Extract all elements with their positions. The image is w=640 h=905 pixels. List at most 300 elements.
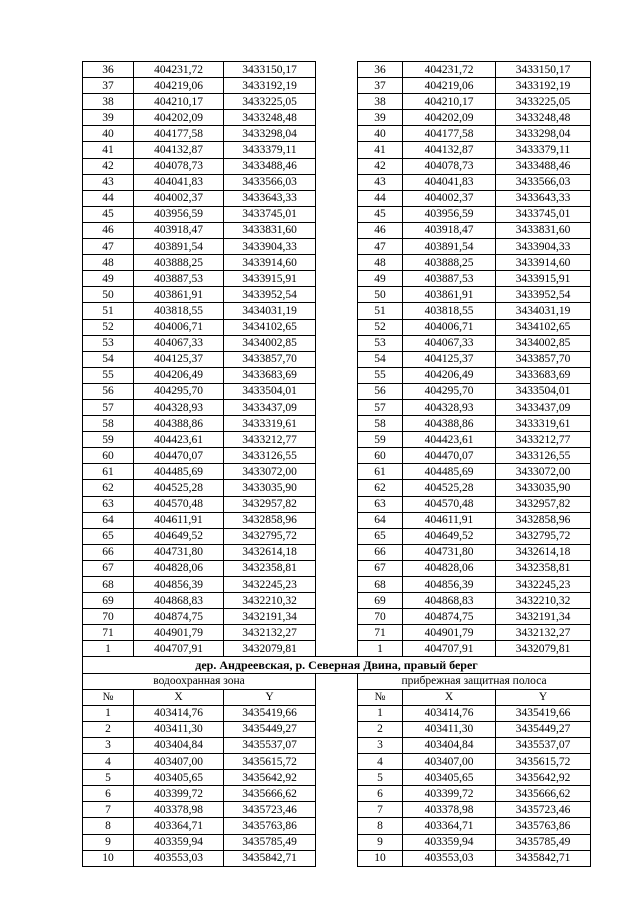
point-number-cell: 10 <box>358 850 403 866</box>
point-number-cell: 43 <box>83 174 134 190</box>
table-row <box>83 416 591 432</box>
x-coordinate-cell: 403404,84 <box>403 737 496 753</box>
column-gap <box>316 287 358 303</box>
y-coordinate-cell: 3435842,71 <box>224 850 316 866</box>
x-coordinate-cell: 403861,91 <box>134 287 224 303</box>
column-gap <box>316 528 358 544</box>
x-coordinate-cell: 404707,91 <box>134 641 224 657</box>
x-coordinate-cell: 404219,06 <box>134 78 224 94</box>
point-number-cell: 36 <box>358 62 403 78</box>
y-coordinate-cell: 3433035,90 <box>496 480 591 496</box>
point-number-cell: 41 <box>83 142 134 158</box>
x-coordinate-cell: 404206,49 <box>403 367 496 383</box>
column-gap <box>316 222 358 238</box>
table-row <box>83 190 591 206</box>
section-title-row <box>83 657 591 673</box>
column-gap <box>316 206 358 222</box>
x-coordinate-cell: 404470,07 <box>134 448 224 464</box>
table-row <box>83 818 591 834</box>
coastal-protection-strip-header: прибрежная защитная полоса <box>358 673 591 689</box>
point-number-cell: 65 <box>83 528 134 544</box>
table-row <box>83 158 591 174</box>
point-number-cell: 55 <box>83 367 134 383</box>
table-row <box>83 367 591 383</box>
point-number-cell: 64 <box>83 512 134 528</box>
x-coordinate-cell: 403364,71 <box>403 818 496 834</box>
table-row <box>83 174 591 190</box>
point-number-cell: 44 <box>358 190 403 206</box>
y-coordinate-cell: 3435419,66 <box>496 705 591 721</box>
x-coordinate-cell: 403411,30 <box>134 721 224 737</box>
x-coordinate-cell: 404067,33 <box>403 335 496 351</box>
point-number-cell: 71 <box>358 625 403 641</box>
table-row <box>83 609 591 625</box>
y-coordinate-cell: 3433192,19 <box>224 78 316 94</box>
x-coordinate-cell: 403359,94 <box>403 834 496 850</box>
y-coordinate-cell: 3432245,23 <box>496 577 591 593</box>
y-coordinate-cell: 3433150,17 <box>496 62 591 78</box>
table-row <box>83 351 591 367</box>
point-number-cell: 60 <box>358 448 403 464</box>
point-number-cell: 6 <box>358 786 403 802</box>
y-coordinate-cell: 3433915,91 <box>224 271 316 287</box>
point-number-cell: 44 <box>83 190 134 206</box>
y-coordinate-cell: 3435449,27 <box>224 721 316 737</box>
y-coordinate-cell: 3433566,03 <box>496 174 591 190</box>
point-number-cell: 3 <box>358 737 403 753</box>
y-coordinate-cell: 3433225,05 <box>224 94 316 110</box>
y-coordinate-cell: 3432614,18 <box>224 544 316 560</box>
x-coordinate-cell: 404006,71 <box>134 319 224 335</box>
point-number-cell: 39 <box>358 110 403 126</box>
y-coordinate-cell: 3432245,23 <box>224 577 316 593</box>
x-coordinate-cell: 404707,91 <box>403 641 496 657</box>
point-number-cell: 7 <box>358 802 403 818</box>
y-coordinate-cell: 3432079,81 <box>496 641 591 657</box>
y-coordinate-cell: 3433212,77 <box>224 432 316 448</box>
y-coordinate-cell: 3433212,77 <box>496 432 591 448</box>
column-gap <box>316 818 358 834</box>
x-coordinate-cell: 404856,39 <box>403 577 496 593</box>
zone-header-row <box>83 673 591 689</box>
x-coordinate-cell: 404731,80 <box>403 544 496 560</box>
x-coordinate-cell: 404649,52 <box>134 528 224 544</box>
x-coordinate-cell: 403891,54 <box>403 239 496 255</box>
y-coordinate-cell: 3433319,61 <box>496 416 591 432</box>
x-coordinate-cell: 404388,86 <box>403 416 496 432</box>
point-number-cell: 67 <box>83 560 134 576</box>
y-coordinate-cell: 3433952,54 <box>224 287 316 303</box>
y-coordinate-cell: 3434031,19 <box>496 303 591 319</box>
x-coordinate-cell: 403888,25 <box>134 255 224 271</box>
y-coordinate-cell: 3433379,11 <box>496 142 591 158</box>
y-coordinate-cell: 3435642,92 <box>224 770 316 786</box>
y-coordinate-cell: 3433831,60 <box>496 222 591 238</box>
x-coordinate-cell: 404570,48 <box>134 496 224 512</box>
x-coordinate-cell: 404868,83 <box>403 593 496 609</box>
x-coordinate-cell: 404328,93 <box>403 399 496 415</box>
number-column-header: № <box>83 689 134 705</box>
y-coordinate-cell: 3433904,33 <box>496 239 591 255</box>
point-number-cell: 49 <box>83 271 134 287</box>
table-row <box>83 448 591 464</box>
x-coordinate-cell: 404002,37 <box>134 190 224 206</box>
y-coordinate-cell: 3432614,18 <box>496 544 591 560</box>
point-number-cell: 58 <box>83 416 134 432</box>
x-coordinate-cell: 403818,55 <box>403 303 496 319</box>
number-column-header: № <box>358 689 403 705</box>
point-number-cell: 38 <box>358 94 403 110</box>
point-number-cell: 37 <box>358 78 403 94</box>
point-number-cell: 56 <box>83 383 134 399</box>
x-coordinate-cell: 404388,86 <box>134 416 224 432</box>
y-coordinate-cell: 3435449,27 <box>496 721 591 737</box>
column-gap <box>316 78 358 94</box>
x-coordinate-cell: 403918,47 <box>134 222 224 238</box>
y-coordinate-cell: 3433298,04 <box>496 126 591 142</box>
y-coordinate-cell: 3433035,90 <box>224 480 316 496</box>
y-coordinate-cell: 3432795,72 <box>224 528 316 544</box>
point-number-cell: 41 <box>358 142 403 158</box>
y-coordinate-cell: 3435723,46 <box>496 802 591 818</box>
y-coordinate-cell: 3433683,69 <box>224 367 316 383</box>
x-coordinate-cell: 403818,55 <box>134 303 224 319</box>
point-number-cell: 51 <box>358 303 403 319</box>
y-coordinate-cell: 3433379,11 <box>224 142 316 158</box>
column-gap <box>316 351 358 367</box>
point-number-cell: 64 <box>358 512 403 528</box>
point-number-cell: 53 <box>83 335 134 351</box>
column-gap <box>316 496 358 512</box>
point-number-cell: 69 <box>358 593 403 609</box>
x-coordinate-cell: 403378,98 <box>403 802 496 818</box>
point-number-cell: 9 <box>83 834 134 850</box>
column-gap <box>316 850 358 866</box>
water-protection-zone-header: водоохранная зона <box>83 673 316 689</box>
y-coordinate-cell: 3435666,62 <box>496 786 591 802</box>
point-number-cell: 38 <box>83 94 134 110</box>
y-coordinate-cell: 3433745,01 <box>496 206 591 222</box>
coordinates-table <box>82 61 591 867</box>
y-coordinate-cell: 3433298,04 <box>224 126 316 142</box>
x-coordinate-cell: 403407,00 <box>134 754 224 770</box>
column-gap <box>316 367 358 383</box>
point-number-cell: 46 <box>358 222 403 238</box>
x-coordinate-cell: 404874,75 <box>403 609 496 625</box>
column-gap <box>316 126 358 142</box>
point-number-cell: 58 <box>358 416 403 432</box>
x-coordinate-cell: 404874,75 <box>134 609 224 625</box>
y-coordinate-cell: 3432210,32 <box>224 593 316 609</box>
y-coordinate-cell: 3433914,60 <box>224 255 316 271</box>
point-number-cell: 54 <box>83 351 134 367</box>
y-coordinate-cell: 3434002,85 <box>496 335 591 351</box>
x-coordinate-cell: 404485,69 <box>403 464 496 480</box>
point-number-cell: 59 <box>83 432 134 448</box>
column-gap <box>316 271 358 287</box>
point-number-cell: 1 <box>83 641 134 657</box>
y-coordinate-cell: 3432191,34 <box>224 609 316 625</box>
y-coordinate-cell: 3432132,27 <box>496 625 591 641</box>
y-coordinate-cell: 3432079,81 <box>224 641 316 657</box>
x-coordinate-cell: 404132,87 <box>134 142 224 158</box>
x-coordinate-cell: 404570,48 <box>403 496 496 512</box>
x-coordinate-cell: 403405,65 <box>134 770 224 786</box>
table-row <box>83 496 591 512</box>
table-row <box>83 94 591 110</box>
point-number-cell: 3 <box>83 737 134 753</box>
point-number-cell: 51 <box>83 303 134 319</box>
y-coordinate-cell: 3435785,49 <box>496 834 591 850</box>
y-coordinate-cell: 3435537,07 <box>224 737 316 753</box>
column-gap <box>316 802 358 818</box>
x-coordinate-cell: 403411,30 <box>403 721 496 737</box>
point-number-cell: 57 <box>83 399 134 415</box>
y-coordinate-cell: 3433126,55 <box>224 448 316 464</box>
x-coordinate-cell: 403553,03 <box>403 850 496 866</box>
y-coordinate-cell: 3435615,72 <box>224 754 316 770</box>
x-coordinate-cell: 404041,83 <box>403 174 496 190</box>
point-number-cell: 39 <box>83 110 134 126</box>
y-coordinate-cell: 3433914,60 <box>496 255 591 271</box>
y-coordinate-cell: 3433504,01 <box>496 383 591 399</box>
point-number-cell: 42 <box>358 158 403 174</box>
y-coordinate-cell: 3433857,70 <box>496 351 591 367</box>
x-coordinate-cell: 404611,91 <box>134 512 224 528</box>
x-coordinate-cell: 404231,72 <box>403 62 496 78</box>
column-gap <box>316 625 358 641</box>
point-number-cell: 2 <box>358 721 403 737</box>
table-row <box>83 142 591 158</box>
point-number-cell: 66 <box>358 544 403 560</box>
y-coordinate-cell: 3432957,82 <box>496 496 591 512</box>
x-coordinate-cell: 404470,07 <box>403 448 496 464</box>
x-coordinate-cell: 404206,49 <box>134 367 224 383</box>
y-coordinate-cell: 3433831,60 <box>224 222 316 238</box>
point-number-cell: 40 <box>83 126 134 142</box>
point-number-cell: 5 <box>358 770 403 786</box>
column-gap <box>316 432 358 448</box>
column-gap <box>316 399 358 415</box>
point-number-cell: 57 <box>358 399 403 415</box>
x-coordinate-cell: 404731,80 <box>134 544 224 560</box>
column-gap <box>316 641 358 657</box>
column-gap <box>316 544 358 560</box>
x-coordinate-cell: 403404,84 <box>134 737 224 753</box>
table-row <box>83 705 591 721</box>
x-coordinate-cell: 404202,09 <box>134 110 224 126</box>
x-coordinate-cell: 403887,53 <box>134 271 224 287</box>
point-number-cell: 67 <box>358 560 403 576</box>
table-row <box>83 110 591 126</box>
coordinates-table-body <box>83 62 591 867</box>
column-gap <box>316 464 358 480</box>
y-coordinate-cell: 3435642,92 <box>496 770 591 786</box>
x-coordinate-cell: 403359,94 <box>134 834 224 850</box>
x-coordinate-cell: 404828,06 <box>134 560 224 576</box>
column-header-row <box>83 689 591 705</box>
table-row <box>83 287 591 303</box>
x-coordinate-cell: 404856,39 <box>134 577 224 593</box>
table-row <box>83 625 591 641</box>
y-coordinate-cell: 3435666,62 <box>224 786 316 802</box>
point-number-cell: 68 <box>358 577 403 593</box>
table-row <box>83 721 591 737</box>
x-coordinate-cell: 404202,09 <box>403 110 496 126</box>
column-gap <box>316 383 358 399</box>
point-number-cell: 60 <box>83 448 134 464</box>
x-coordinate-cell: 404901,79 <box>134 625 224 641</box>
column-gap <box>316 577 358 593</box>
column-gap <box>316 158 358 174</box>
table-row <box>83 464 591 480</box>
y-coordinate-cell: 3433488,46 <box>224 158 316 174</box>
point-number-cell: 56 <box>358 383 403 399</box>
x-coordinate-cell: 404067,33 <box>134 335 224 351</box>
point-number-cell: 62 <box>83 480 134 496</box>
column-gap <box>316 142 358 158</box>
y-coordinate-cell: 3432358,81 <box>496 560 591 576</box>
point-number-cell: 65 <box>358 528 403 544</box>
x-coordinate-cell: 404078,73 <box>403 158 496 174</box>
y-coordinate-cell: 3432858,96 <box>224 512 316 528</box>
x-coordinate-cell: 404649,52 <box>403 528 496 544</box>
point-number-cell: 4 <box>83 754 134 770</box>
column-gap <box>316 94 358 110</box>
table-row <box>83 255 591 271</box>
table-row <box>83 834 591 850</box>
point-number-cell: 42 <box>83 158 134 174</box>
y-coordinate-cell: 3433904,33 <box>224 239 316 255</box>
y-coordinate-cell: 3434102,65 <box>496 319 591 335</box>
y-column-header: Y <box>224 689 316 705</box>
y-coordinate-cell: 3433566,03 <box>224 174 316 190</box>
y-coordinate-cell: 3435763,86 <box>496 818 591 834</box>
y-coordinate-cell: 3433437,09 <box>224 399 316 415</box>
y-coordinate-cell: 3433319,61 <box>224 416 316 432</box>
x-coordinate-cell: 404611,91 <box>403 512 496 528</box>
x-coordinate-cell: 404177,58 <box>134 126 224 142</box>
x-coordinate-cell: 404210,17 <box>134 94 224 110</box>
point-number-cell: 9 <box>358 834 403 850</box>
x-coordinate-cell: 404125,37 <box>403 351 496 367</box>
table-row <box>83 850 591 866</box>
y-coordinate-cell: 3434031,19 <box>224 303 316 319</box>
point-number-cell: 68 <box>83 577 134 593</box>
point-number-cell: 45 <box>83 206 134 222</box>
x-coordinate-cell: 404177,58 <box>403 126 496 142</box>
y-coordinate-cell: 3435785,49 <box>224 834 316 850</box>
table-row <box>83 754 591 770</box>
table-row <box>83 303 591 319</box>
table-row <box>83 335 591 351</box>
x-coordinate-cell: 403399,72 <box>403 786 496 802</box>
y-coordinate-cell: 3433437,09 <box>496 399 591 415</box>
y-coordinate-cell: 3432358,81 <box>224 560 316 576</box>
y-coordinate-cell: 3433072,00 <box>224 464 316 480</box>
table-row <box>83 239 591 255</box>
column-gap <box>316 609 358 625</box>
table-row <box>83 512 591 528</box>
x-coordinate-cell: 403891,54 <box>134 239 224 255</box>
point-number-cell: 1 <box>358 641 403 657</box>
column-gap <box>316 190 358 206</box>
table-row <box>83 528 591 544</box>
y-coordinate-cell: 3433857,70 <box>224 351 316 367</box>
y-coordinate-cell: 3432795,72 <box>496 528 591 544</box>
point-number-cell: 61 <box>358 464 403 480</box>
point-number-cell: 49 <box>358 271 403 287</box>
x-coordinate-cell: 403956,59 <box>403 206 496 222</box>
table-row <box>83 560 591 576</box>
column-gap <box>316 448 358 464</box>
y-coordinate-cell: 3433248,48 <box>496 110 591 126</box>
point-number-cell: 10 <box>83 850 134 866</box>
point-number-cell: 40 <box>358 126 403 142</box>
table-row <box>83 62 591 78</box>
x-coordinate-cell: 404328,93 <box>134 399 224 415</box>
point-number-cell: 43 <box>358 174 403 190</box>
column-gap <box>316 770 358 786</box>
x-coordinate-cell: 403407,00 <box>403 754 496 770</box>
y-coordinate-cell: 3432957,82 <box>224 496 316 512</box>
column-gap <box>316 303 358 319</box>
column-gap <box>316 110 358 126</box>
point-number-cell: 48 <box>83 255 134 271</box>
y-coordinate-cell: 3432191,34 <box>496 609 591 625</box>
x-coordinate-cell: 403414,76 <box>403 705 496 721</box>
x-coordinate-cell: 404006,71 <box>403 319 496 335</box>
point-number-cell: 70 <box>83 609 134 625</box>
point-number-cell: 1 <box>358 705 403 721</box>
x-coordinate-cell: 404219,06 <box>403 78 496 94</box>
column-gap <box>316 834 358 850</box>
y-coordinate-cell: 3433248,48 <box>224 110 316 126</box>
x-coordinate-cell: 404125,37 <box>134 351 224 367</box>
point-number-cell: 71 <box>83 625 134 641</box>
point-number-cell: 63 <box>83 496 134 512</box>
column-gap <box>316 174 358 190</box>
y-column-header: Y <box>496 689 591 705</box>
y-coordinate-cell: 3433488,46 <box>496 158 591 174</box>
x-coordinate-cell: 404868,83 <box>134 593 224 609</box>
column-gap <box>316 593 358 609</box>
y-coordinate-cell: 3435419,66 <box>224 705 316 721</box>
point-number-cell: 45 <box>358 206 403 222</box>
y-coordinate-cell: 3433643,33 <box>224 190 316 206</box>
table-row <box>83 399 591 415</box>
table-row <box>83 770 591 786</box>
y-coordinate-cell: 3432132,27 <box>224 625 316 641</box>
column-gap <box>316 239 358 255</box>
point-number-cell: 66 <box>83 544 134 560</box>
x-coordinate-cell: 403378,98 <box>134 802 224 818</box>
y-coordinate-cell: 3433643,33 <box>496 190 591 206</box>
table-row <box>83 432 591 448</box>
table-row <box>83 802 591 818</box>
table-row <box>83 544 591 560</box>
x-coordinate-cell: 403553,03 <box>134 850 224 866</box>
y-coordinate-cell: 3432210,32 <box>496 593 591 609</box>
table-row <box>83 78 591 94</box>
y-coordinate-cell: 3433126,55 <box>496 448 591 464</box>
table-row <box>83 222 591 238</box>
point-number-cell: 47 <box>83 239 134 255</box>
column-gap <box>316 255 358 271</box>
point-number-cell: 7 <box>83 802 134 818</box>
table-row <box>83 383 591 399</box>
y-coordinate-cell: 3435537,07 <box>496 737 591 753</box>
